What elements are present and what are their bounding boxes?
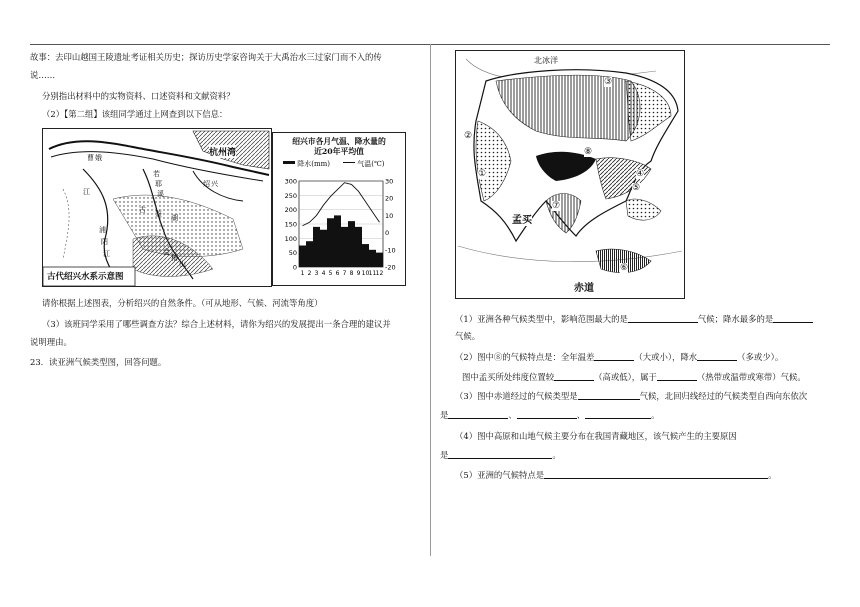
- q5-blank[interactable]: [544, 469, 768, 479]
- q1: [455, 313, 813, 325]
- month-label: 4: [321, 270, 326, 277]
- q2b-text-c: （热带或温带或寒带）气候。: [696, 372, 806, 382]
- map-label: 浦: [99, 226, 106, 234]
- q4-end: 。: [552, 450, 561, 460]
- month-label: 11: [368, 270, 377, 277]
- region-number: ④: [636, 169, 645, 179]
- month-label: 3: [314, 270, 319, 277]
- region-number: ①: [478, 169, 487, 179]
- q3-blank-3[interactable]: [517, 409, 577, 419]
- left-tick-label: 200: [284, 206, 297, 215]
- q3-line-2: [440, 409, 660, 421]
- q4-line-2: [440, 449, 561, 461]
- q3-blank-2[interactable]: [448, 409, 508, 419]
- q2b-blank-2[interactable]: [657, 371, 697, 381]
- map-label: 湖: [171, 214, 178, 222]
- precip-bar: [341, 227, 348, 267]
- question-23: 23．读亚洲气候类型图，回答问题。: [30, 357, 167, 367]
- map-label: 阳: [101, 238, 108, 246]
- q4-blank[interactable]: [448, 449, 552, 459]
- right-tick-label: 0: [385, 229, 390, 238]
- climate-plot: [273, 133, 405, 285]
- precip-bar: [320, 230, 327, 267]
- region-number: ⑥: [620, 263, 629, 273]
- left-tick-label: 250: [284, 191, 297, 200]
- asia-map-drawing: [456, 51, 684, 298]
- question-nature: 请你根据上述图表，分析绍兴的自然条件。（可从地形、气候、河流等角度）: [42, 298, 323, 308]
- precip-bar: [334, 215, 341, 267]
- left-tick-label: 300: [284, 177, 297, 186]
- map-label: 绍: [203, 180, 210, 188]
- q1-text-a: （1）亚洲各种气候类型中，影响范围最大的是: [455, 314, 628, 324]
- precip-bar: [362, 244, 369, 267]
- map-label: 溪: [157, 190, 164, 198]
- precip-bar: [306, 241, 313, 267]
- map-label: 会: [163, 248, 170, 256]
- region-number: ②: [464, 131, 473, 141]
- right-tick-label: -20: [385, 263, 396, 272]
- q4-text-b: 是: [440, 450, 449, 460]
- q3-blank-1[interactable]: [578, 390, 640, 400]
- legend-precip-label: 降水(mm): [297, 160, 330, 168]
- q3: [455, 390, 807, 402]
- map-label: 山: [179, 260, 186, 268]
- month-label: 9: [356, 270, 361, 277]
- right-tick-label: 20: [385, 194, 394, 203]
- q3-separator: 、: [576, 410, 586, 420]
- precip-bar: [348, 221, 355, 267]
- question-sources: 分别指出材料中的实物资料、口述资料和文献资料？: [42, 91, 235, 101]
- city-label-mumbai: 孟买: [512, 211, 532, 226]
- q2-text-c: （多或少）。: [737, 352, 784, 362]
- q2-text-a: （2）图中⑧的气候特点是：全年温差: [455, 352, 595, 362]
- map-label: 古: [139, 206, 146, 214]
- q3-text-c: 是: [440, 410, 449, 420]
- story-line-2: 说……: [30, 70, 56, 80]
- q3-text-a: （3）图中赤道经过的气候类型是: [455, 391, 578, 401]
- precip-bar: [376, 253, 383, 267]
- chart-title-line-1: 绍兴市各月气温、降水量的: [292, 137, 386, 146]
- q2b-blank-1[interactable]: [554, 371, 594, 381]
- q5-end: 。: [768, 470, 777, 480]
- column-divider: [430, 44, 431, 556]
- question3-line-2: 说明理由。: [30, 337, 72, 347]
- left-tick-label: 100: [284, 234, 297, 243]
- left-tick-label: 150: [284, 220, 297, 229]
- q3-blank-4[interactable]: [585, 409, 651, 419]
- precip-bar: [369, 250, 376, 267]
- map-label: 稽: [171, 254, 178, 262]
- group2-intro: （2）【第二组】该组同学通过上网查到以下信息：: [42, 109, 228, 119]
- water-map-drawing: [43, 129, 271, 286]
- q2-blank-2[interactable]: [697, 351, 737, 361]
- left-tick-label: 0: [292, 263, 297, 272]
- q2-text-b: （大或小），降水: [634, 352, 698, 362]
- map-label: 江: [103, 250, 110, 258]
- story-line-1: 故事：去印山越国王陵遗址考证相关历史；探访历史学家咨询关于大禹治水三过家门而不入的传: [30, 52, 382, 62]
- map-label: 耶: [155, 180, 162, 188]
- month-label: 6: [335, 270, 340, 277]
- q5-text-a: （5）亚洲的气候特点是: [455, 470, 545, 480]
- map-label: 娥: [95, 154, 102, 162]
- q1-blank-1[interactable]: [628, 313, 698, 323]
- map-label: 江: [83, 188, 90, 196]
- question3-line-1: （3）该班同学采用了哪些调查方法？综合上述材料，请你为绍兴的发展提出一条合理的建议并: [42, 319, 391, 329]
- shaoxing-water-map: [42, 128, 272, 287]
- map-title: 北冰洋: [534, 56, 558, 65]
- month-label: 8: [349, 270, 354, 277]
- q2b-text-a: 图中孟买所处纬度位置较: [462, 372, 555, 382]
- region-number: ⑤: [632, 183, 641, 193]
- equator-label: 赤道: [574, 279, 594, 294]
- region-number: ③: [604, 77, 613, 87]
- q1-blank-2[interactable]: [773, 313, 813, 323]
- right-tick-label: -10: [385, 246, 396, 255]
- precip-bar: [299, 246, 306, 268]
- q1-tail: 气候。: [455, 331, 481, 341]
- region-number: ⑧: [584, 147, 593, 157]
- map-label: 曹: [87, 154, 94, 162]
- left-tick-label: 50: [288, 249, 297, 258]
- region-number: ⑦: [552, 201, 561, 211]
- asia-climate-map: [455, 50, 685, 299]
- map-label: 若: [153, 170, 160, 178]
- precip-bar: [313, 227, 320, 267]
- precip-bar: [327, 218, 334, 267]
- precip-bar: [355, 227, 362, 267]
- q3-separator: 、: [508, 410, 517, 420]
- legend-temp-label: 气温(℃): [357, 160, 385, 168]
- right-tick-label: 10: [385, 211, 394, 220]
- month-label: 2: [307, 270, 312, 277]
- q1-text-b: 气候；降水最多的是: [697, 314, 774, 324]
- right-tick-label: 30: [385, 177, 394, 186]
- q2b: [462, 371, 806, 383]
- water-map-caption: 古代绍兴水系示意图: [47, 272, 124, 282]
- q2: [455, 351, 783, 363]
- month-label: 12: [375, 270, 384, 277]
- hangzhou-bay-label: 杭州湾: [209, 145, 236, 158]
- q3-text-b: 气候，北回归线经过的气候类型自西向东依次: [639, 391, 808, 401]
- month-label: 7: [342, 270, 347, 277]
- q2-blank-1[interactable]: [594, 351, 634, 361]
- month-label: 5: [328, 270, 333, 277]
- q2b-text-b: （高或低），属于: [594, 372, 657, 382]
- q4: （4）图中高原和山地气候主要分布在我国青藏地区，该气候产生的主要原因: [455, 431, 737, 441]
- q5: [455, 469, 776, 481]
- month-label: 10: [361, 270, 370, 277]
- chart-title-line-2: 近20年平均值: [314, 147, 364, 156]
- shaoxing-climate-chart: [272, 132, 406, 286]
- map-label: 鉴: [155, 210, 162, 218]
- month-label: 1: [300, 270, 305, 277]
- q3-end: 。: [651, 410, 660, 420]
- map-label: 兴: [211, 180, 218, 188]
